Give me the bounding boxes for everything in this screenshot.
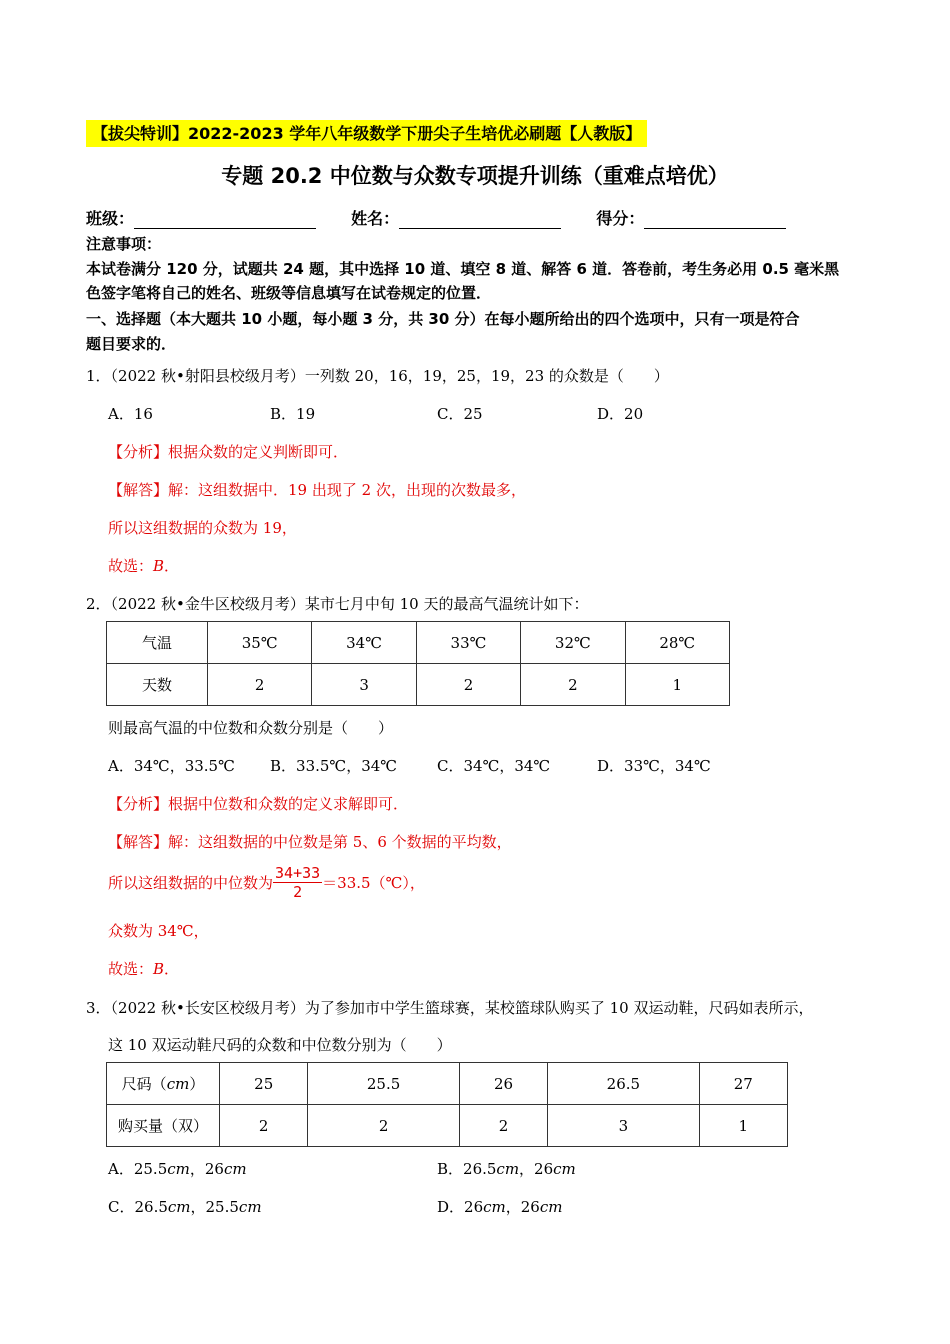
median-text: 所以这组数据的中位数为 (108, 874, 274, 892)
q2-option-d[interactable]: D．33℃，34℃ (597, 757, 711, 775)
q2-analysis (108, 793, 408, 814)
table-cell: 气温 (107, 622, 208, 664)
q1-option-d[interactable]: D．20 (597, 405, 644, 423)
option-text: ，25.5 (190, 1198, 239, 1216)
choice-prefix: 故选： (108, 557, 154, 575)
table-cell: 27 (699, 1063, 787, 1105)
answer-tag: 【解答】 (108, 481, 169, 499)
table-row (107, 1105, 788, 1147)
option-text: ，26 (519, 1160, 554, 1178)
choice-suffix: ． (164, 960, 180, 978)
table-row (107, 664, 730, 706)
score-label: 得分： (596, 209, 645, 228)
class-label: 班级： (86, 209, 135, 228)
table-cell: 34℃ (312, 622, 416, 664)
choice-letter: B (153, 960, 165, 978)
notes-line-1: 本试卷满分 120 分，试题共 24 题，其中选择 10 道、填空 8 道、解答 6 道．答卷前，考生务必用 0.5 毫米黑 (86, 260, 840, 278)
table-cell: 28℃ (625, 622, 729, 664)
q1-stem: 1．（2022 秋•射阳县校级月考）一列数 20，16，19，25，19，23 的众数是（ ） (86, 367, 669, 385)
q3-table (106, 1062, 788, 1147)
q3-stem-2: 这 10 双运动鞋尺码的众数和中位数分别为（ ） (108, 1036, 452, 1054)
label-text: ） (189, 1075, 205, 1093)
answer-text: 解：这组数据的中位数是第 5、6 个数据的平均数， (168, 833, 512, 851)
table-cell: 1 (699, 1105, 787, 1147)
table-cell: 2 (459, 1105, 547, 1147)
label-unit: cm (166, 1075, 190, 1093)
table-cell: 2 (308, 1105, 459, 1147)
choice-prefix: 故选： (108, 960, 154, 978)
table-cell: 25.5 (308, 1063, 459, 1105)
table-cell: 35℃ (208, 622, 312, 664)
option-unit: cm (223, 1160, 247, 1178)
option-unit: cm (483, 1198, 506, 1216)
q2-choice (108, 958, 179, 979)
fraction (273, 864, 322, 901)
median-result: ＝33.5（℃）， (322, 874, 425, 892)
q1-answer (108, 479, 526, 500)
table-cell: 2 (416, 664, 520, 706)
q3-option-a[interactable] (108, 1158, 247, 1179)
q2-stem: 2．（2022 秋•金牛区校级月考）某市七月中旬 10 天的最高气温统计如下： (86, 595, 589, 613)
notes-line-2: 色签字笔将自己的姓名、班级等信息填写在试卷规定的位置． (86, 284, 492, 302)
table-cell (107, 1063, 220, 1105)
score-field[interactable] (644, 212, 786, 229)
table-row (107, 1063, 788, 1105)
analysis-tag: 【分析】 (108, 443, 169, 461)
section-heading-2: 题目要求的． (86, 335, 177, 353)
table-cell: 2 (208, 664, 312, 706)
q2-option-c[interactable]: C．34℃，34℃ (437, 757, 551, 775)
table-cell: 25 (220, 1063, 308, 1105)
q2-answer-line-2 (108, 864, 425, 901)
option-unit: cm (167, 1198, 191, 1216)
option-unit: cm (238, 1198, 262, 1216)
notes-heading: 注意事项： (86, 235, 162, 253)
option-text: ，26 (189, 1160, 224, 1178)
option-unit: cm (496, 1160, 520, 1178)
analysis-text: 根据众数的定义判断即可． (168, 443, 349, 461)
table-cell: 26.5 (548, 1063, 699, 1105)
q1-choice (108, 555, 179, 576)
analysis-text: 根据中位数和众数的定义求解即可． (168, 795, 409, 813)
class-field[interactable] (134, 212, 316, 229)
q1-analysis (108, 441, 348, 462)
option-text: D．26 (437, 1198, 484, 1216)
option-unit: cm (539, 1198, 563, 1216)
name-field[interactable] (399, 212, 561, 229)
q2-answer (108, 831, 512, 852)
option-text: B．26.5 (437, 1160, 497, 1178)
option-text: A．25.5 (108, 1160, 168, 1178)
header-banner: 【拔尖特训】2022-2023 学年八年级数学下册尖子生培优必刷题【人教版】 (86, 120, 647, 147)
page-title: 专题 20.2 中位数与众数专项提升训练（重难点培优） (221, 164, 729, 188)
q2-option-b[interactable]: B．33.5℃，34℃ (270, 757, 398, 775)
table-cell: 2 (220, 1105, 308, 1147)
table-cell: 26 (459, 1063, 547, 1105)
q1-option-b[interactable]: B．19 (270, 405, 316, 423)
q3-option-d[interactable] (437, 1196, 562, 1217)
option-unit: cm (553, 1160, 576, 1178)
q1-answer-line-2: 所以这组数据的众数为 19， (108, 519, 297, 537)
table-cell: 3 (548, 1105, 699, 1147)
q2-table (106, 621, 730, 706)
table-cell: 32℃ (521, 622, 625, 664)
table-cell: 1 (625, 664, 729, 706)
q2-answer-line-3: 众数为 34℃， (108, 922, 209, 940)
info-line (86, 206, 786, 229)
table-cell: 天数 (107, 664, 208, 706)
q1-option-a[interactable]: A．16 (108, 405, 153, 423)
table-cell: 33℃ (416, 622, 520, 664)
fraction-denominator: 2 (293, 883, 303, 901)
q3-option-c[interactable] (108, 1196, 262, 1217)
answer-tag: 【解答】 (108, 833, 169, 851)
choice-letter: B (153, 557, 165, 575)
table-cell: 2 (521, 664, 625, 706)
q1-option-c[interactable]: C．25 (437, 405, 483, 423)
answer-text: 解：这组数据中．19 出现了 2 次，出现的次数最多， (168, 481, 526, 499)
q2-question: 则最高气温的中位数和众数分别是（ ） (108, 719, 394, 737)
section-heading-1: 一、选择题（本大题共 10 小题，每小题 3 分，共 30 分）在每小题所给出的四个选项中，只有一项是符合 (86, 310, 800, 328)
label-text: 尺码（ (121, 1075, 167, 1093)
choice-suffix: ． (164, 557, 180, 575)
table-cell: 3 (312, 664, 416, 706)
table-row (107, 622, 730, 664)
option-text: C．26.5 (108, 1198, 168, 1216)
option-text: ，26 (505, 1198, 540, 1216)
table-cell: 购买量（双） (107, 1105, 220, 1147)
fraction-numerator: 34+33 (275, 864, 321, 882)
q3-stem: 3．（2022 秋•长安区校级月考）为了参加市中学生篮球赛，某校篮球队购买了 10 双运动鞋，尺码如表所示， (86, 999, 814, 1017)
option-unit: cm (167, 1160, 190, 1178)
name-label: 姓名： (351, 209, 400, 228)
q2-option-a[interactable]: A．34℃，33.5℃ (108, 757, 235, 775)
analysis-tag: 【分析】 (108, 795, 169, 813)
q3-option-b[interactable] (437, 1158, 576, 1179)
